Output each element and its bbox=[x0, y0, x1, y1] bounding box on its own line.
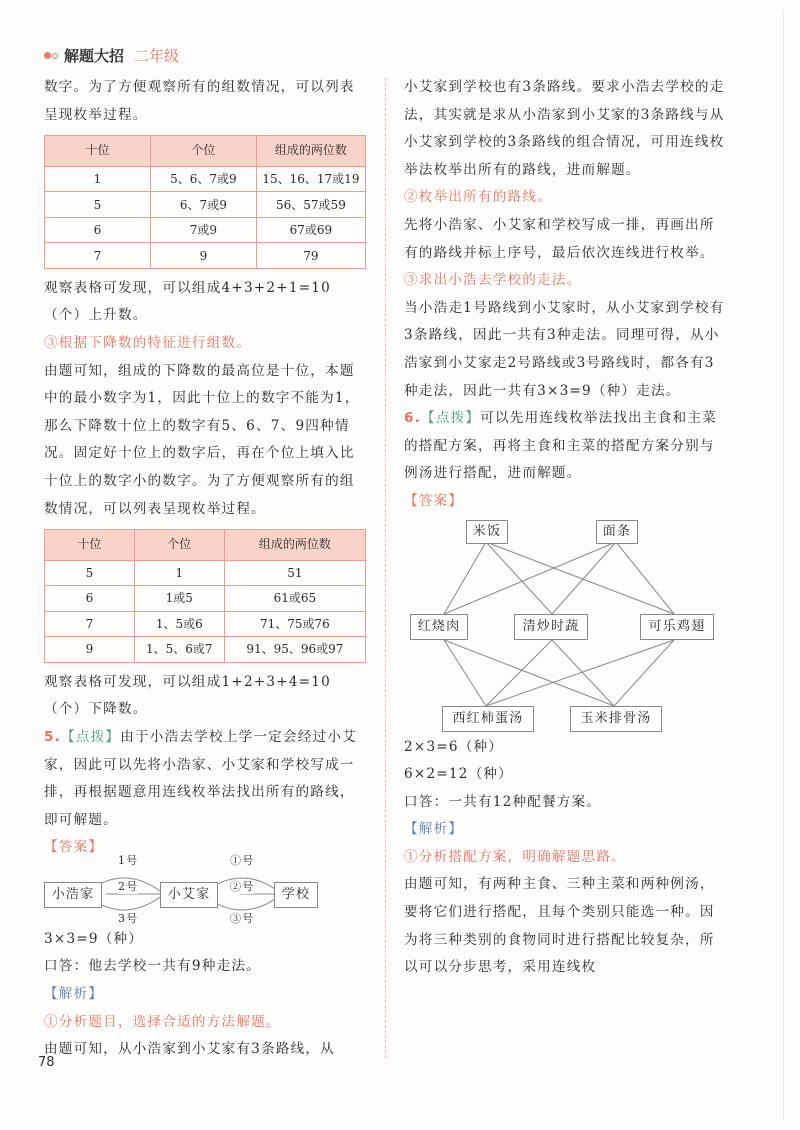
step-heading: ③求出小浩去学校的走法。 bbox=[404, 272, 582, 289]
cell: 9 bbox=[150, 243, 256, 269]
ascending-table bbox=[44, 135, 366, 269]
cell: 7 bbox=[45, 243, 151, 269]
node-xiaoai-home: 小艾家 bbox=[160, 882, 218, 908]
cell: 67或69 bbox=[256, 217, 365, 243]
table-header: 十位 bbox=[45, 530, 135, 561]
node-braised-pork: 红烧肉 bbox=[410, 614, 468, 640]
table-header: 组成的两位数 bbox=[256, 136, 365, 167]
table-row bbox=[45, 637, 366, 663]
calculation: 3×3=9（种） bbox=[44, 930, 144, 947]
node-tomato-egg-soup: 西红柿蛋汤 bbox=[442, 706, 534, 732]
left-column bbox=[44, 74, 368, 1064]
step-heading: ①分析题目，选择合适的方法解题。 bbox=[44, 1013, 281, 1030]
cell: 5 bbox=[45, 560, 135, 586]
cell: 71、75或76 bbox=[224, 611, 365, 637]
tip-text: 由于小浩去学校上学一定会经过小艾家，因此可以先将小浩家、小艾家和学校写成一排，再根据题意用连线枚举法找出所有的路线，即可解题。 bbox=[44, 728, 357, 828]
node-rice: 米饭 bbox=[466, 520, 508, 544]
cell: 61或65 bbox=[224, 586, 365, 612]
node-cola-wings: 可乐鸡翅 bbox=[640, 614, 714, 640]
table-row bbox=[45, 611, 366, 637]
cell: 5 bbox=[45, 192, 151, 218]
paragraph: 由题可知，组成的下降数的最高位是十位，本题中的最小数字为1，因此十位上的数字不能为1，那么下降数十位上的数字有5、6、7、9四种情况。固定好十位上的数字后，再在个位上填入比十位上的数字小的数字。为了方便观察所有的组数情况，可以列表呈现枚举过程。 bbox=[44, 362, 360, 517]
node-xiaohao-home: 小浩家 bbox=[44, 882, 102, 908]
table-header: 组成的两位数 bbox=[224, 530, 365, 561]
route-label: ②号 bbox=[230, 879, 255, 893]
cell: 7 bbox=[45, 611, 135, 637]
tip-text: 可以先用连线枚举法找出主食和主菜的搭配方案，再将主食和主菜的搭配方案分别与例汤进行搭配，进而解题。 bbox=[404, 410, 717, 482]
route-label: 2号 bbox=[118, 879, 139, 893]
analysis-label: 【解析】 bbox=[44, 986, 104, 1003]
cell: 6 bbox=[45, 217, 151, 243]
paragraph: 当小浩走1号路线到小艾家时，从小艾家到学校有3条路线，因此一共有3种走法。同理可得，从小浩家到小艾家走2号路线或3号路线时，都各有3种走法，因此一共有3×3=9（种）走法。 bbox=[404, 299, 725, 399]
route-label: ①号 bbox=[230, 853, 255, 867]
cell: 1 bbox=[134, 560, 224, 586]
bullet-dots-icon bbox=[44, 52, 58, 59]
table-row bbox=[45, 192, 366, 218]
paragraph: 由题可知，有两种主食、三种主菜和两种例汤，要将它们进行搭配，且每个类别只能选一种。因为将三种类别的食物同时进行搭配比较复杂，所以可以分步思考，采用连线枚 bbox=[404, 876, 715, 976]
cell: 1或5 bbox=[134, 586, 224, 612]
table-header: 个位 bbox=[134, 530, 224, 561]
analysis-label: 【解析】 bbox=[404, 821, 464, 838]
grade-label: 二年级 bbox=[134, 47, 180, 65]
cell: 79 bbox=[256, 243, 365, 269]
tip-label: 【点拨】 bbox=[421, 410, 481, 427]
page-header bbox=[44, 45, 179, 66]
node-stir-fried-veg: 清炒时蔬 bbox=[514, 614, 588, 640]
table-row bbox=[45, 166, 366, 192]
cell: 1、5或6 bbox=[134, 611, 224, 637]
page-number: 78 bbox=[38, 1055, 55, 1070]
cell: 15、16、17或19 bbox=[256, 166, 365, 192]
paragraph: 由题可知，从小浩家到小艾家有3条路线，从 bbox=[44, 1041, 335, 1058]
paragraph: 数字。为了方便观察所有的组数情况，可以列表呈现枚举过程。 bbox=[44, 79, 355, 123]
cell: 9 bbox=[45, 637, 135, 663]
descending-table bbox=[44, 529, 366, 663]
cell: 7或9 bbox=[150, 217, 256, 243]
node-school: 学校 bbox=[274, 882, 318, 908]
answer-label: 【答案】 bbox=[44, 839, 104, 856]
route-diagram bbox=[44, 853, 368, 926]
step-heading: ①分析搭配方案，明确解题思路。 bbox=[404, 848, 626, 865]
node-noodles: 面条 bbox=[596, 520, 638, 544]
paragraph: 先将小浩家、小艾家和学校写成一排，再画出所有的路线并标上序号，最后依次连线进行枚举。 bbox=[404, 216, 715, 261]
oral-answer: 口答：一共有12种配餐方案。 bbox=[404, 793, 602, 810]
cell: 1、5、6或7 bbox=[134, 637, 224, 663]
question-number: 6. bbox=[404, 410, 422, 427]
cell: 5、6、7或9 bbox=[150, 166, 256, 192]
calculation: 6×2=12（种） bbox=[404, 766, 513, 783]
paragraph: 观察表格可发现，可以组成4+3+2+1=10（个）上升数。 bbox=[44, 279, 331, 324]
node-corn-rib-soup: 玉米排骨汤 bbox=[570, 706, 662, 732]
column-divider bbox=[385, 78, 386, 1058]
route-label: 3号 bbox=[118, 911, 139, 925]
table-row bbox=[45, 243, 366, 269]
right-column bbox=[404, 74, 728, 982]
cell: 1 bbox=[45, 166, 151, 192]
route-label: 1号 bbox=[118, 853, 139, 867]
page-edge bbox=[783, 10, 784, 1120]
book-title: 解题大招 bbox=[64, 47, 125, 65]
oral-answer: 口答：他去学校一共有9种走法。 bbox=[44, 958, 261, 975]
table-header: 个位 bbox=[150, 136, 256, 167]
table-row bbox=[45, 217, 366, 243]
step-heading: ③根据下降数的特征进行组数。 bbox=[44, 334, 252, 351]
question-number: 5. bbox=[44, 728, 62, 745]
tip-label: 【点拨】 bbox=[61, 728, 121, 745]
cell: 91、95、96或97 bbox=[224, 637, 365, 663]
table-header: 十位 bbox=[45, 136, 151, 167]
cell: 6 bbox=[45, 586, 135, 612]
step-heading: ②枚举出所有的路线。 bbox=[404, 189, 552, 206]
meal-diagram bbox=[404, 516, 728, 734]
table-row bbox=[45, 560, 366, 586]
table-row bbox=[45, 586, 366, 612]
cell: 6、7或9 bbox=[150, 192, 256, 218]
cell: 51 bbox=[224, 560, 365, 586]
calculation: 2×3=6（种） bbox=[404, 738, 504, 755]
route-label: ③号 bbox=[230, 911, 255, 925]
question-6-tip bbox=[404, 405, 728, 488]
cell: 56、57或59 bbox=[256, 192, 365, 218]
question-5-tip bbox=[44, 724, 368, 834]
paragraph: 观察表格可发现，可以组成1+2+3+4=10（个）下降数。 bbox=[44, 673, 331, 718]
answer-label: 【答案】 bbox=[404, 492, 464, 509]
paragraph: 小艾家到学校也有3条路线。要求小浩去学校的走法，其实就是求从小浩家到小艾家的3条路线与从小艾家到学校的3条路线的组合情况，可用连线枚举法枚举出所有的路线，进而解题。 bbox=[404, 79, 725, 178]
